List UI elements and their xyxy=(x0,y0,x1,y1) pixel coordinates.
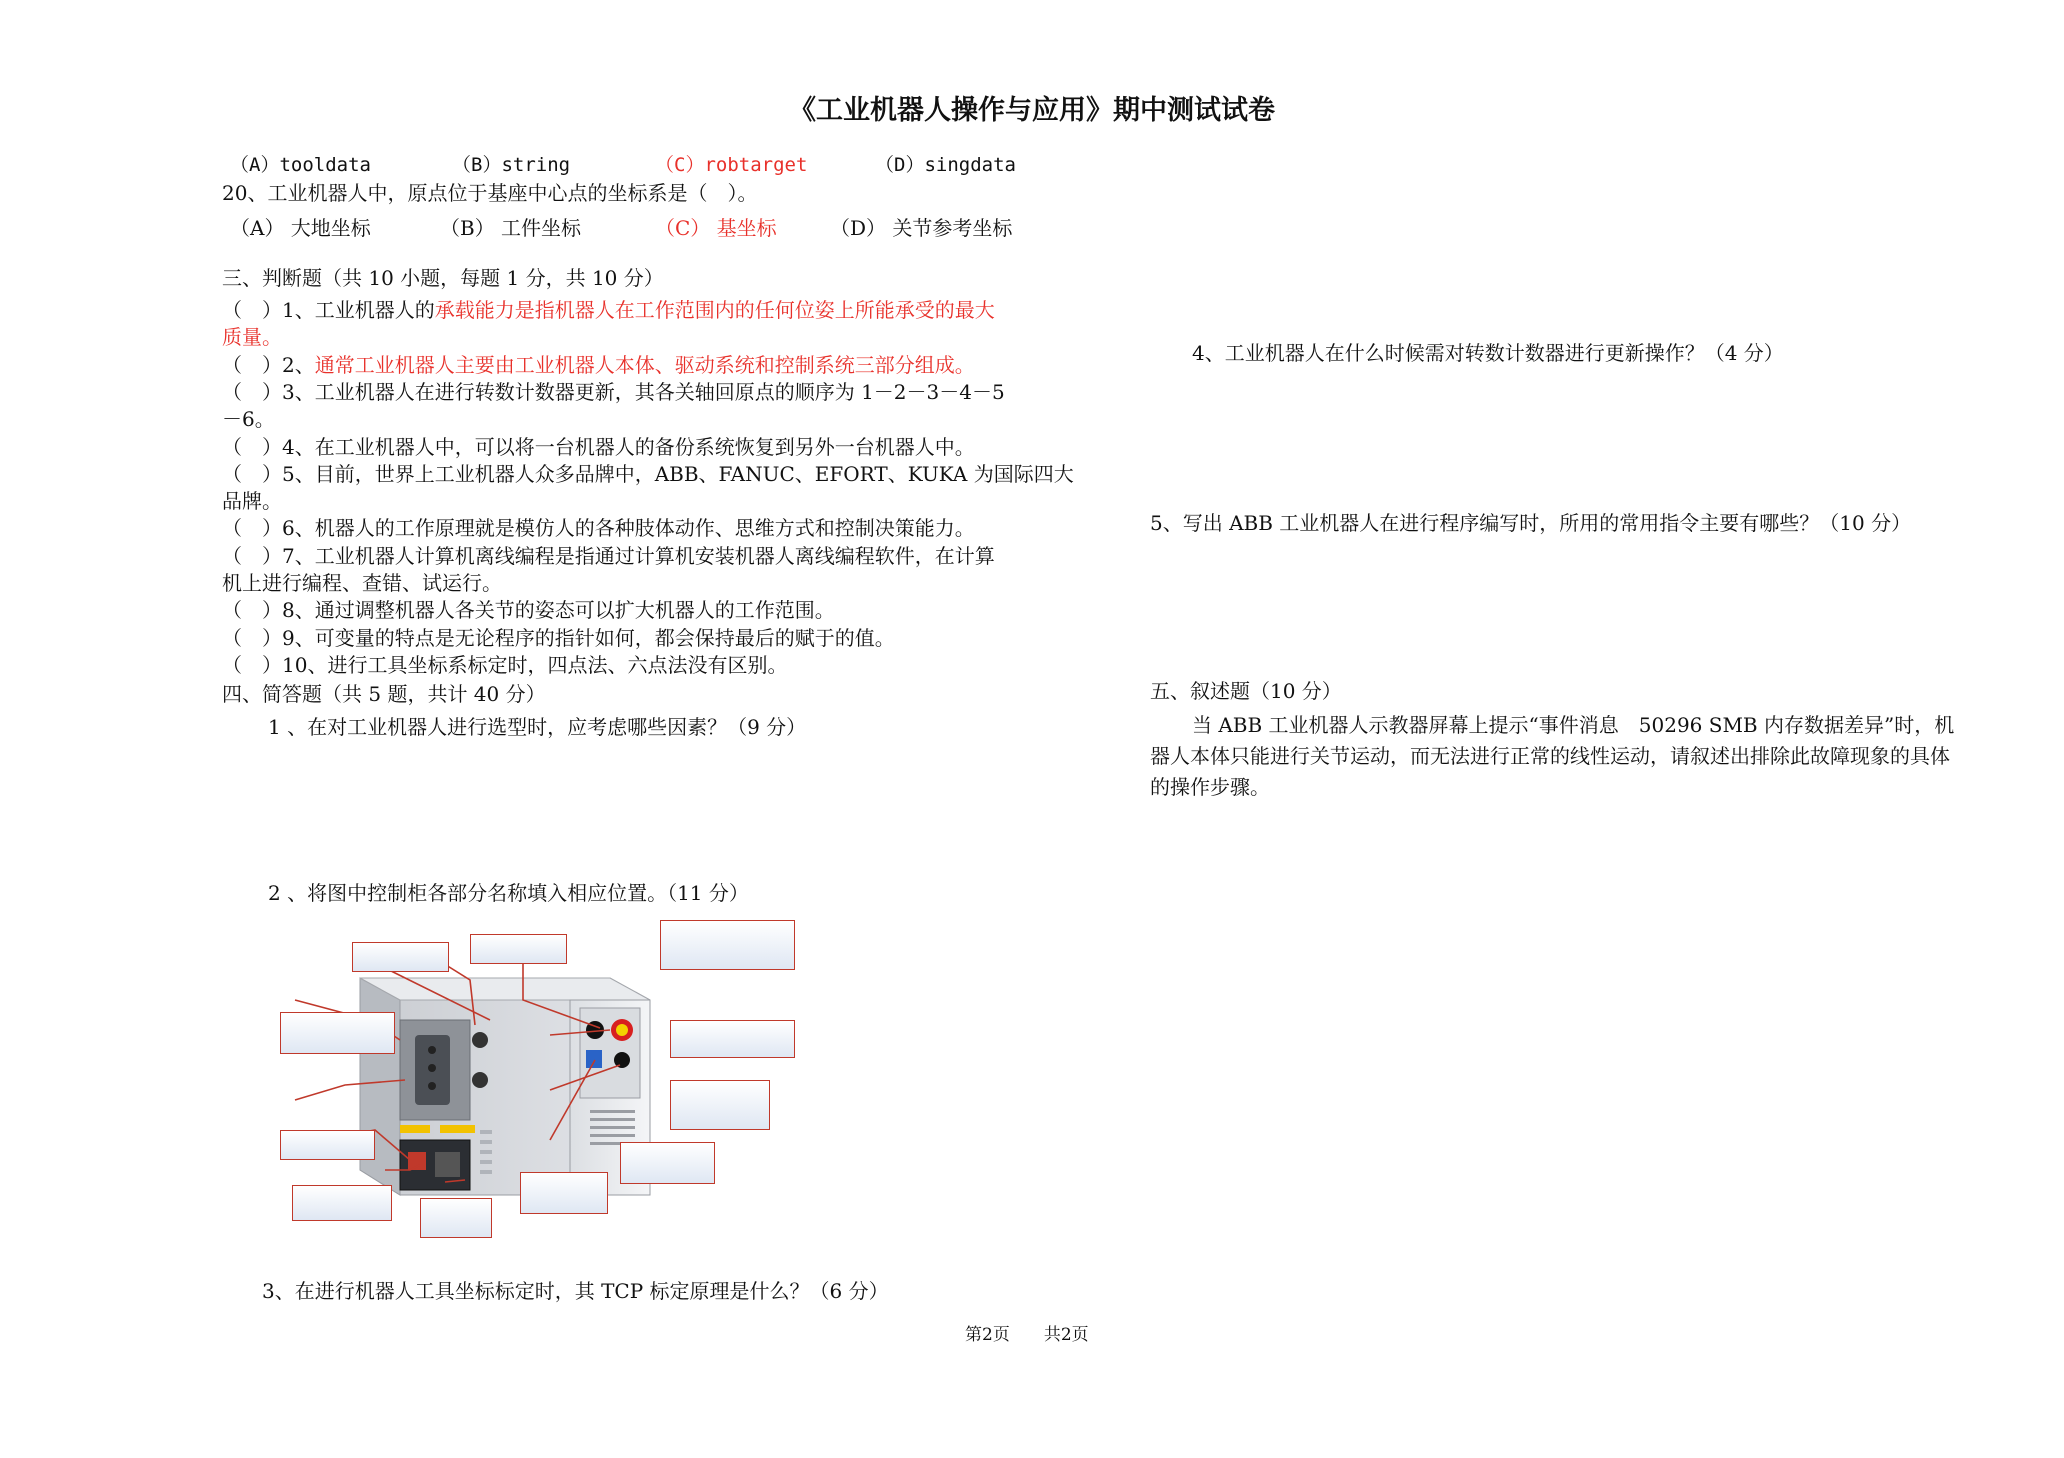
judgment-line xyxy=(222,543,995,570)
judgment-text: （ ）5、目前，世界上工业机器人众多品牌中，ABB、FANUC、EFORT、KUKA 为国际四大 xyxy=(222,461,1074,486)
judgment-answer-highlight: 承载能力是指机器人在工作范围内的任何位姿上所能承受的最大 xyxy=(434,298,995,322)
judgment-answer-highlight: 质量。 xyxy=(222,325,282,350)
blank-label-box-2[interactable] xyxy=(470,934,567,964)
question-4-3: 3、在进行机器人工具坐标标定时，其 TCP 标定原理是什么？（6 分） xyxy=(262,1279,889,1303)
judgment-line xyxy=(222,515,975,542)
section5-body: 当 ABB 工业机器人示教器屏幕上提示“事件消息 50296 SMB 内存数据差异”时，机器人本体只能进行关节运动，而无法进行正常的线性运动，请叙述出排除此故障现象的具体的操作步骤。 xyxy=(1150,713,1955,799)
blank-label-box-8[interactable] xyxy=(620,1142,715,1184)
judgment-line xyxy=(222,297,995,324)
judgment-text: （ ）8、通过调整机器人各关节的姿态可以扩大机器人的工作范围。 xyxy=(222,598,835,623)
blank-label-box-6[interactable] xyxy=(670,1080,770,1130)
q20-option-a: （A） 大地坐标 xyxy=(230,216,371,240)
q20-option-d: （D） 关节参考坐标 xyxy=(830,216,1013,240)
question-4-1: 1 、在对工业机器人进行选型时，应考虑哪些因素？（9 分） xyxy=(268,715,807,739)
blank-label-box-7[interactable] xyxy=(280,1130,375,1160)
q20-option-b: （B） 工件坐标 xyxy=(440,216,582,240)
judgment-line xyxy=(222,625,895,652)
blank-label-box-3[interactable] xyxy=(660,920,795,970)
q19-option-b: （B）string xyxy=(452,154,571,176)
blank-label-box-1[interactable] xyxy=(352,942,449,972)
judgment-line xyxy=(222,570,502,597)
judgment-line xyxy=(222,379,1005,406)
blank-label-box-11[interactable] xyxy=(420,1198,492,1238)
section3-heading: 三、判断题（共 10 小题，每题 1 分，共 10 分） xyxy=(222,266,664,290)
q19-option-a: （A）tooldata xyxy=(230,154,371,176)
judgment-text: （ ）10、进行工具坐标系标定时，四点法、六点法没有区别。 xyxy=(222,652,788,677)
q19-option-d: （D）singdata xyxy=(875,154,1016,176)
page-footer: 第2页 共2页 xyxy=(965,1325,1089,1345)
judgment-text: 品牌。 xyxy=(222,489,282,514)
judgment-text: （ ）2、 xyxy=(222,352,315,377)
judgment-line xyxy=(222,461,1074,488)
q19-option-c: （C）robtarget xyxy=(655,154,808,176)
judgment-text: （ ）3、工业机器人在进行转数计数器更新，其各关轴回原点的顺序为 1－2－3－4－5 xyxy=(222,379,1005,404)
q20-option-c: （C） 基坐标 xyxy=(655,216,777,240)
judgment-text: （ ）9、可变量的特点是无论程序的指针如何，都会保持最后的赋于的值。 xyxy=(222,625,895,650)
judgment-line xyxy=(222,434,975,461)
section5-heading: 五、叙述题（10 分） xyxy=(1150,679,1342,703)
judgment-answer-highlight: 通常工业机器人主要由工业机器人本体、驱动系统和控制系统三部分组成。 xyxy=(314,352,975,377)
question-4-4: 4、工业机器人在什么时候需对转数计数器进行更新操作？（4 分） xyxy=(1192,341,1784,365)
question-4-5: 5、写出 ABB 工业机器人在进行程序编写时，所用的常用指令主要有哪些？（10 分） xyxy=(1150,511,1912,535)
judgment-text: （ ）7、工业机器人计算机离线编程是指通过计算机安装机器人离线编程软件，在计算 xyxy=(222,543,995,568)
blank-label-box-5[interactable] xyxy=(670,1020,795,1058)
judgment-text: 机上进行编程、查错、试运行。 xyxy=(222,571,502,595)
control-cabinet-diagram xyxy=(280,920,800,1240)
judgment-line xyxy=(222,597,835,624)
judgment-line xyxy=(222,352,975,379)
judgment-text: （ ）4、在工业机器人中，可以将一台机器人的备份系统恢复到另外一台机器人中。 xyxy=(222,434,975,459)
judgment-text: （ ）6、机器人的工作原理就是模仿人的各种肢体动作、思维方式和控制决策能力。 xyxy=(222,516,975,541)
page-title: 《工业机器人操作与应用》期中测试试卷 xyxy=(789,95,1275,126)
judgment-text: －6。 xyxy=(222,407,275,432)
q20-stem: 20、工业机器人中，原点位于基座中心点的坐标系是（ ）。 xyxy=(222,181,758,205)
judgment-line xyxy=(222,652,787,679)
judgment-line xyxy=(222,406,275,433)
blank-label-box-4[interactable] xyxy=(280,1012,395,1054)
section4-heading: 四、简答题（共 5 题，共计 40 分） xyxy=(222,682,546,706)
blank-label-box-9[interactable] xyxy=(520,1172,608,1214)
judgment-line xyxy=(222,324,282,351)
blank-label-box-10[interactable] xyxy=(292,1185,392,1221)
judgment-text: （ ）1、工业机器人的 xyxy=(222,298,435,322)
judgment-line xyxy=(222,488,282,515)
question-4-2: 2 、将图中控制柜各部分名称填入相应位置。（11 分） xyxy=(268,881,749,905)
